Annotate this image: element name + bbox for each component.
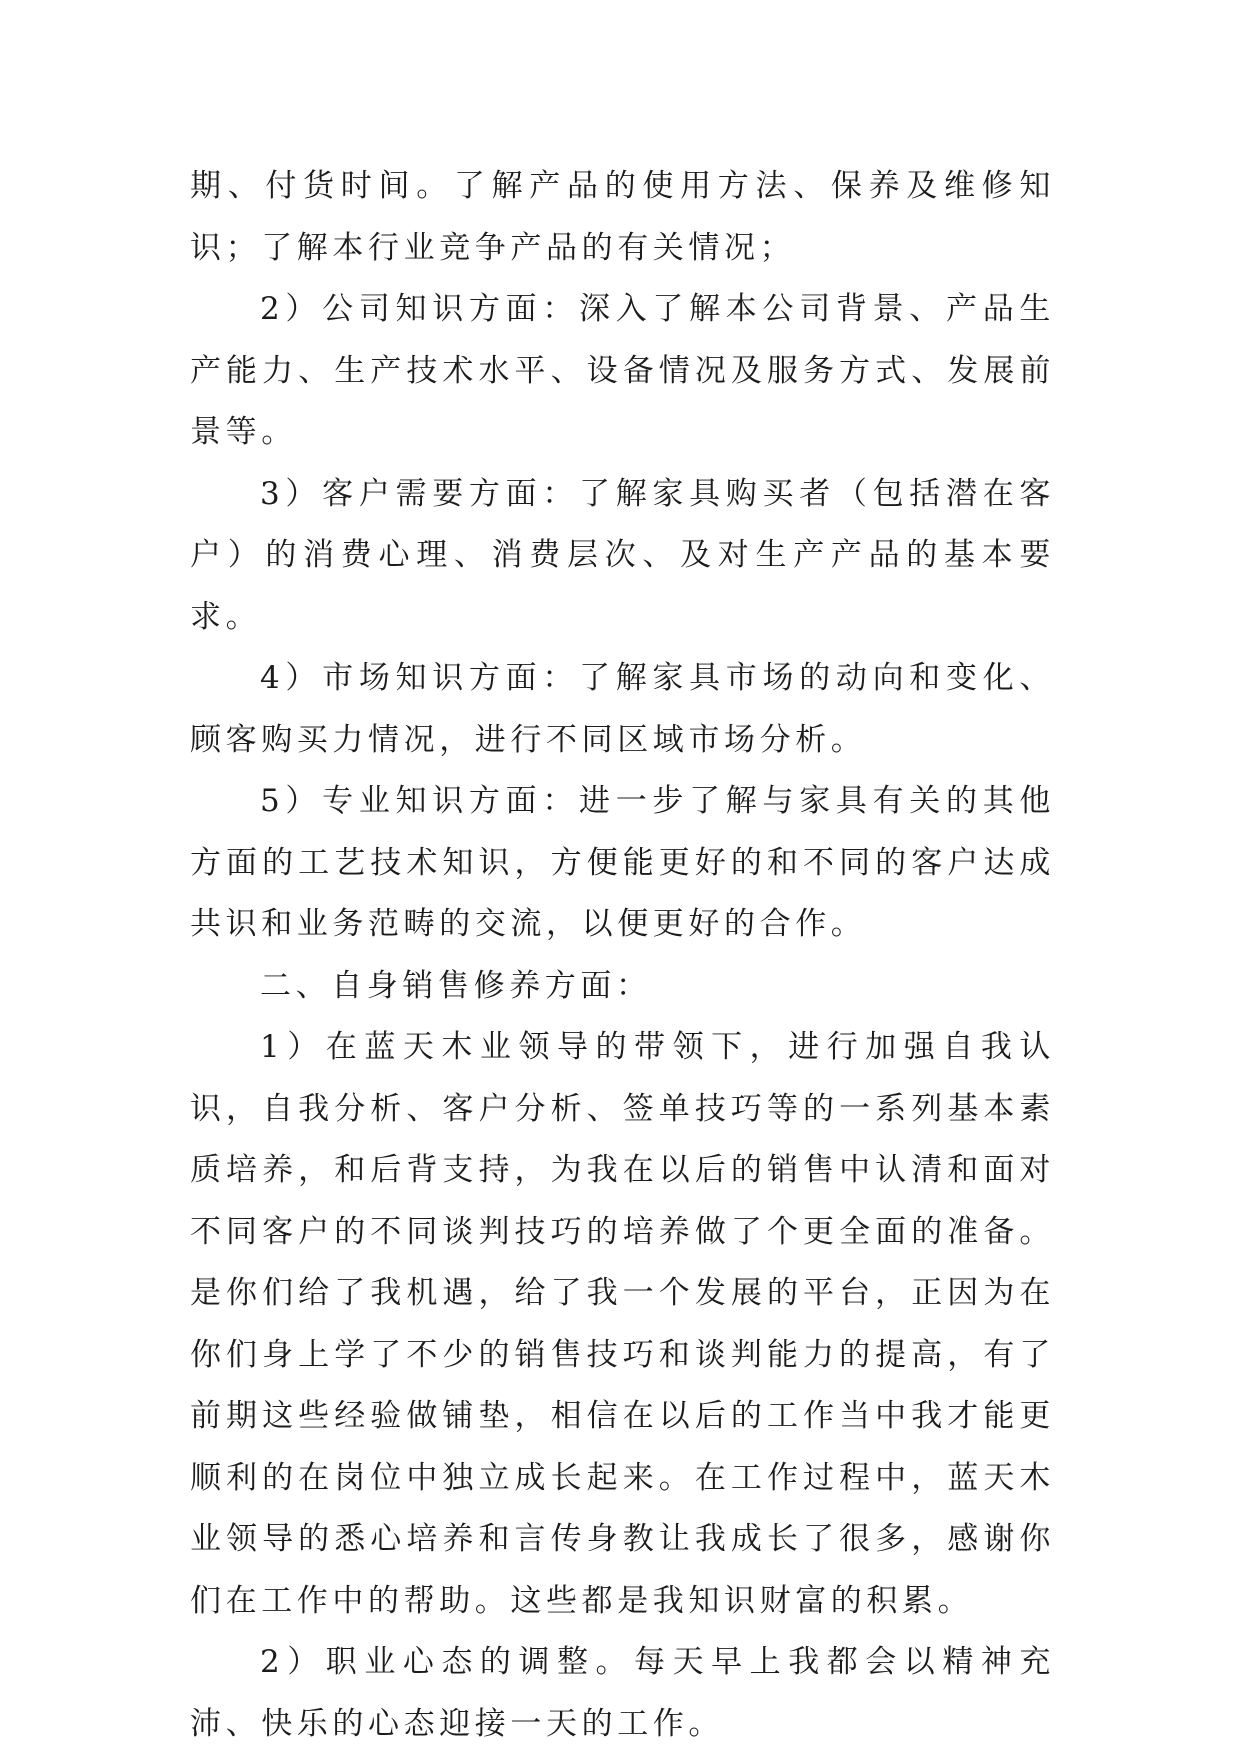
paragraph-customer-needs: 3）客户需要方面：了解家具购买者（包括潜在客户）的消费心理、消费层次、及对生产产品的基本要求。 [190, 475, 1055, 635]
paragraph-self-awareness: 1）在蓝天木业领导的带领下，进行加强自我认识，自我分析、客户分析、签单技巧等的一系列基本素质培养，和后背支持，为我在以后的销售中认清和面对不同客户的不同谈判技巧的培养做了个更全面的准备。是你们给了我机遇，给了我一个发展的平台，正因为在你们身上学了不少的销售技巧和谈判能力的提高，有了前期这些经验做铺垫，相信在以后的工作当中我才能更顺利的在岗位中独立成长起来。在工作过程中，蓝天木业领导的悉心培养和言传身教让我成长了很多，感谢你们在工作中的帮助。这些都是我知识财富的积累。 [190, 1029, 1055, 1619]
paragraph-continuation: 期、付货时间。了解产品的使用方法、保养及维修知识；了解本行业竞争产品的有关情况； [190, 168, 1055, 266]
paragraph-market-knowledge: 4）市场知识方面：了解家具市场的动向和变化、顾客购买力情况，进行不同区域市场分析。 [190, 660, 1055, 758]
paragraph-company-knowledge: 2）公司知识方面：深入了解本公司背景、产品生产能力、生产技术水平、设备情况及服务方式、发展前景等。 [190, 291, 1055, 450]
section-heading-sales-cultivation: 二、自身销售修养方面： [260, 967, 652, 1004]
paragraph-professional-knowledge: 5）专业知识方面：进一步了解与家具有关的其他方面的工艺技术知识，方便能更好的和不同的客户达成共识和业务范畴的交流，以便更好的合作。 [190, 783, 1055, 942]
paragraph-career-mindset: 2）职业心态的调整。每天早上我都会以精神充沛、快乐的心态迎接一天的工作。 [190, 1644, 1055, 1742]
document-body [190, 156, 1055, 1755]
